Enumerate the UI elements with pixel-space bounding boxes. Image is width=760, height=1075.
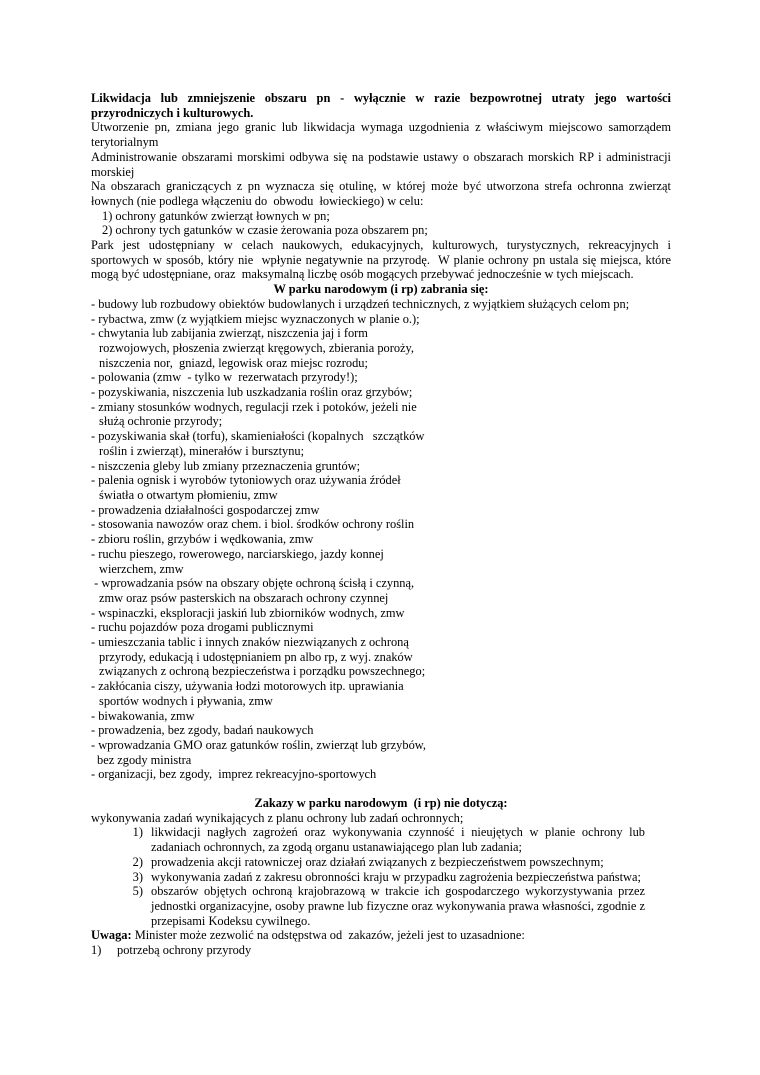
intro-paragraph-4: Park jest udostępniany w celach naukowych, edukacyjnych, kulturowych, turystycznych, rekreacyjnych i sportowych w sposób, który nie wpłynie negatywnie na przyrodę. W planie ochrony pn ustala się miejsca, które mogą być udostępniane, oraz maksymalną liczbę osób mogących przebywać jednocześnie w tych miejscach. — [91, 238, 675, 282]
exceptions-item — [91, 870, 671, 885]
prohibited-item-line: - prowadzenia działalności gospodarczej zmw — [91, 502, 320, 517]
prohibited-item-continuation: rozwojowych, płoszenia zwierząt kręgowych, zbierania poroży, — [99, 340, 415, 355]
prohibited-item-line: - umieszczania tablic i innych znaków niezwiązanych z ochroną — [91, 635, 409, 650]
prohibited-item-line: - ruchu pieszego, rowerowego, narciarskiego, jazdy konnej — [91, 546, 384, 561]
prohibited-item-line: - polowania (zmw - tylko w rezerwatach przyrody!); — [91, 370, 358, 385]
prohibited-item — [91, 738, 671, 767]
prohibited-item — [91, 473, 671, 502]
note-item-number: 1) — [91, 943, 102, 958]
prohibited-item-line: - pozyskiwania, niszczenia lub uszkadzania roślin oraz grzybów; — [91, 385, 413, 400]
prohibited-item-line: - zakłócania ciszy, używania łodzi motorowych itp. uprawiania — [91, 679, 404, 694]
exceptions-item-text: likwidacji nagłych zagrożeń oraz wykonywania czynność i nieujętych w planie ochrony lub zadaniach ochronnych, za zgodą organu ustanawiającego plan lub zadania; — [151, 825, 645, 855]
exceptions-list — [91, 825, 671, 928]
prohibited-item-line: - wspinaczki, eksploracji jaskiń lub zbiorników wodnych, zmw — [91, 605, 405, 620]
prohibited-list — [91, 297, 671, 782]
prohibited-item — [91, 709, 671, 724]
note-paragraph — [91, 928, 671, 943]
prohibited-item-line: - chwytania lub zabijania zwierząt, niszczenia jaj i form — [91, 326, 368, 341]
prohibited-item — [91, 503, 671, 518]
exceptions-item-number: 5) — [132, 884, 143, 899]
prohibited-item-line: - wprowadzania GMO oraz gatunków roślin, zwierząt lub grzybów, — [91, 737, 427, 752]
prohibited-item — [91, 312, 671, 327]
prohibited-item — [91, 679, 671, 708]
prohibited-item — [91, 297, 671, 312]
prohibited-item-continuation: zmw oraz psów pasterskich na obszarach ochrony czynnej — [99, 590, 389, 605]
prohibited-item — [91, 385, 671, 400]
exceptions-item-number: 3) — [132, 869, 143, 884]
exceptions-item — [91, 884, 671, 928]
prohibited-item-line: - rybactwa, zmw (z wyjątkiem miejsc wyznaczonych w planie o.); — [91, 311, 420, 326]
prohibited-item-continuation: służą ochronie przyrody; — [99, 414, 223, 429]
prohibited-item-continuation: światła o otwartym płomieniu, zmw — [99, 487, 278, 502]
prohibited-item-continuation: sportów wodnych i pływania, zmw — [99, 693, 273, 708]
prohibited-item-continuation: przyrody, edukacją i udostępnianiem pn albo rp, z wyj. znaków — [99, 649, 413, 664]
prohibited-item-continuation: związanych z ochroną bezpieczeństwa i porządku powszechnego; — [99, 664, 426, 679]
prohibited-item — [91, 576, 671, 605]
note-item — [91, 943, 671, 958]
prohibited-item — [91, 370, 671, 385]
prohibited-item-line: - pozyskiwania skał (torfu), skamieniałości (kopalnych szczątków — [91, 429, 425, 444]
prohibited-item — [91, 547, 671, 576]
prohibited-item-line: - prowadzenia, bez zgody, badań naukowych — [91, 723, 314, 738]
note-item-text: potrzebą ochrony przyrody — [117, 943, 252, 958]
prohibited-item — [91, 517, 671, 532]
intro-paragraph-2: Administrowanie obszarami morskimi odbywa się na podstawie ustawy o obszarach morskich RP i administracji morskiej — [91, 149, 675, 179]
intro-paragraph-3: Na obszarach graniczących z pn wyznacza się otulinę, w której może być utworzona strefa ochronna zwierząt łownych (nie podlega włączeniu do obwodu łowieckiego) w celu: — [91, 179, 675, 208]
prohibited-item — [91, 459, 671, 474]
prohibited-item-line: - stosowania nawozów oraz chem. i biol. środków ochrony roślin — [91, 517, 415, 532]
prohibited-item-line: - budowy lub rozbudowy obiektów budowlanych i urządzeń technicznych, z wyjątkiem służących celom pn; — [91, 296, 630, 311]
prohibited-item-continuation: bez zgody ministra — [97, 752, 192, 767]
prohibited-item — [91, 635, 671, 679]
exceptions-item-text: obszarów objętych ochroną krajobrazową w trakcie ich gospodarczego wykorzystywania przez jednostki organizacyjne, osoby prawne lub fizyczne oraz wykonywania prawa własności, zgodnie z przepisami Kodeksu cywilnego. — [151, 884, 645, 928]
prohibited-item — [91, 326, 671, 370]
prohibited-item-line: - organizacji, bez zgody, imprez rekreacyjno-sportowych — [91, 767, 377, 782]
prohibited-item — [91, 400, 671, 429]
prohibited-item-line: - zbioru roślin, grzybów i wędkowania, zmw — [91, 532, 314, 547]
exceptions-item-number: 2) — [132, 854, 143, 869]
exceptions-heading: Zakazy w parku narodowym (i rp) nie dotyczą: — [254, 796, 508, 811]
prohibited-item-continuation: roślin i zwierząt), minerałów i bursztynu; — [99, 443, 305, 458]
intro-list-item: 2) ochrony tych gatunków w czasie żerowania poza obszarem pn; — [102, 223, 428, 238]
intro-heading: Likwidacja lub zmniejszenie obszaru pn - wyłącznie w razie bezpowrotnej utraty jego wartości przyrodniczych i kulturowych. — [91, 91, 675, 120]
prohibited-item — [91, 620, 671, 635]
prohibited-item-continuation: niszczenia nor, gniazd, legowisk oraz miejsc rozrodu; — [99, 355, 368, 370]
intro-paragraph-1: Utworzenie pn, zmiana jego granic lub likwidacja wymaga uzgodnienia z właściwym miejscowo samorządem terytorialnym — [91, 120, 675, 150]
prohibited-heading: W parku narodowym (i rp) zabrania się: — [273, 282, 489, 297]
prohibited-item-line: - palenia ognisk i wyrobów tytoniowych oraz używania źródeł — [91, 473, 401, 488]
exceptions-item-text: wykonywania zadań z zakresu obronności kraju w przypadku zagrożenia bezpieczeństwa państwa; — [151, 869, 641, 884]
document-page — [91, 91, 675, 958]
prohibited-item-line: - zmiany stosunków wodnych, regulacji rzek i potoków, jeżeli nie — [91, 399, 417, 414]
prohibited-item-continuation: wierzchem, zmw — [99, 561, 184, 576]
prohibited-item — [91, 606, 671, 621]
prohibited-item-line: - wprowadzania psów na obszary objęte ochroną ścisłą i czynną, — [91, 576, 415, 591]
prohibited-item-line: - ruchu pojazdów poza drogami publicznymi — [91, 620, 314, 635]
exceptions-item-text: prowadzenia akcji ratowniczej oraz działań związanych z bezpieczeństwem powszechnym; — [151, 854, 604, 869]
prohibited-item — [91, 532, 671, 547]
exceptions-item — [91, 825, 671, 854]
exceptions-item-number: 1) — [132, 825, 143, 840]
note-label: Uwaga: — [91, 928, 132, 943]
prohibited-item — [91, 723, 671, 738]
exceptions-lead: wykonywania zadań wynikających z planu ochrony lub zadań ochronnych; — [91, 810, 464, 825]
prohibited-item-line: - niszczenia gleby lub zmiany przeznaczenia gruntów; — [91, 458, 361, 473]
prohibited-item — [91, 429, 671, 458]
prohibited-item — [91, 767, 671, 782]
intro-list-item: 1) ochrony gatunków zwierząt łownych w pn; — [102, 208, 330, 223]
note-text: Minister może zezwolić na odstępstwa od zakazów, jeżeli jest to uzasadnione: — [131, 928, 525, 943]
prohibited-item-line: - biwakowania, zmw — [91, 708, 195, 723]
exceptions-item — [91, 855, 671, 870]
